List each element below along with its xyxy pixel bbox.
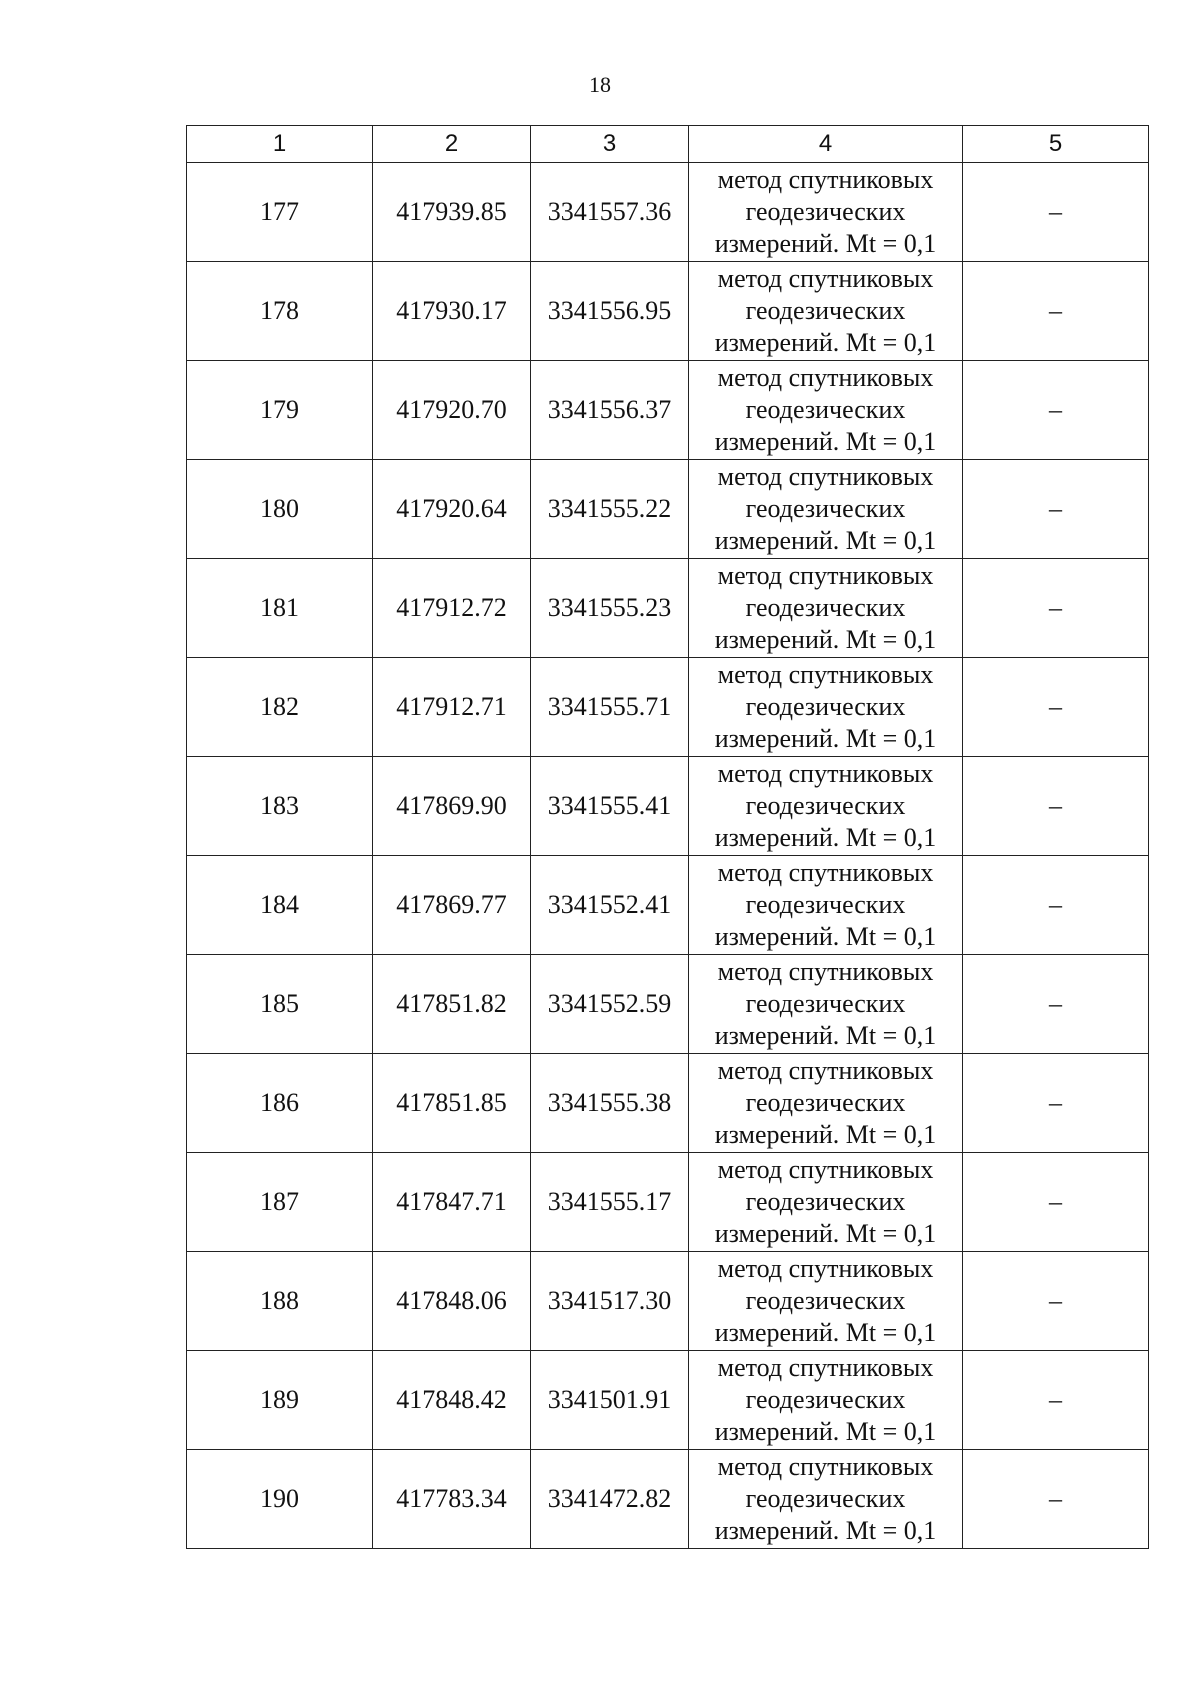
method-line: метод спутниковых [717,1254,934,1283]
table-row [187,559,1149,658]
table-row [187,1054,1149,1153]
method-line: геодезических [745,1385,906,1414]
note-dash: – [963,559,1149,658]
note-dash: – [963,658,1149,757]
measurement-method [689,1450,963,1549]
method-line: геодезических [745,1484,906,1513]
column-header-4: 4 [689,126,963,163]
coordinate-x: 417851.85 [373,1054,531,1153]
point-number: 182 [187,658,373,757]
measurement-method [689,262,963,361]
coordinate-y: 3341517.30 [531,1252,689,1351]
coordinates-table [186,125,1149,1549]
point-number: 180 [187,460,373,559]
method-line: метод спутниковых [717,660,934,689]
table-row [187,856,1149,955]
method-line: геодезических [745,494,906,523]
point-number: 181 [187,559,373,658]
column-header-3: 3 [531,126,689,163]
method-line: метод спутниковых [717,1452,934,1481]
coordinate-y: 3341552.59 [531,955,689,1054]
table-row [187,1450,1149,1549]
method-line: измерений. Mt = 0,1 [714,526,937,555]
table-row [187,361,1149,460]
table-row [187,460,1149,559]
column-header-1: 1 [187,126,373,163]
measurement-method [689,559,963,658]
method-line: метод спутниковых [717,165,934,194]
coordinate-y: 3341555.38 [531,1054,689,1153]
note-dash: – [963,460,1149,559]
coordinate-y: 3341555.71 [531,658,689,757]
method-line: геодезических [745,395,906,424]
coordinate-x: 417912.71 [373,658,531,757]
coordinate-x: 417930.17 [373,262,531,361]
measurement-method [689,955,963,1054]
method-line: измерений. Mt = 0,1 [714,1318,937,1347]
note-dash: – [963,361,1149,460]
point-number: 186 [187,1054,373,1153]
note-dash: – [963,955,1149,1054]
method-line: измерений. Mt = 0,1 [714,922,937,951]
method-line: геодезических [745,197,906,226]
method-line: метод спутниковых [717,759,934,788]
table-header-row [187,126,1149,163]
table-row [187,1252,1149,1351]
table-row [187,262,1149,361]
measurement-method [689,757,963,856]
coordinate-x: 417869.90 [373,757,531,856]
method-line: геодезических [745,1286,906,1315]
table-row [187,658,1149,757]
coordinate-x: 417920.64 [373,460,531,559]
method-line: метод спутниковых [717,561,934,590]
coordinate-y: 3341557.36 [531,163,689,262]
point-number: 179 [187,361,373,460]
method-line: измерений. Mt = 0,1 [714,823,937,852]
note-dash: – [963,1054,1149,1153]
method-line: измерений. Mt = 0,1 [714,229,937,258]
measurement-method [689,163,963,262]
table-row [187,955,1149,1054]
method-line: метод спутниковых [717,363,934,392]
page-number: 18 [589,72,611,97]
measurement-method [689,1153,963,1252]
coordinate-x: 417920.70 [373,361,531,460]
column-header-2: 2 [373,126,531,163]
measurement-method [689,460,963,559]
coordinate-y: 3341555.22 [531,460,689,559]
measurement-method [689,1252,963,1351]
method-line: измерений. Mt = 0,1 [714,1120,937,1149]
coordinate-x: 417848.06 [373,1252,531,1351]
table-row [187,757,1149,856]
point-number: 188 [187,1252,373,1351]
coordinate-x: 417912.72 [373,559,531,658]
point-number: 189 [187,1351,373,1450]
note-dash: – [963,1450,1149,1549]
coordinate-y: 3341555.23 [531,559,689,658]
point-number: 183 [187,757,373,856]
method-line: геодезических [745,593,906,622]
method-line: измерений. Mt = 0,1 [714,625,937,654]
note-dash: – [963,1153,1149,1252]
coordinate-x: 417939.85 [373,163,531,262]
method-line: геодезических [745,1187,906,1216]
method-line: геодезических [745,1088,906,1117]
point-number: 187 [187,1153,373,1252]
method-line: метод спутниковых [717,957,934,986]
coordinate-y: 3341552.41 [531,856,689,955]
method-line: геодезических [745,890,906,919]
coordinate-x: 417848.42 [373,1351,531,1450]
table-row [187,1351,1149,1450]
table-row [187,163,1149,262]
method-line: метод спутниковых [717,264,934,293]
measurement-method [689,856,963,955]
method-line: измерений. Mt = 0,1 [714,1516,937,1545]
coordinate-y: 3341555.17 [531,1153,689,1252]
point-number: 177 [187,163,373,262]
coordinate-x: 417869.77 [373,856,531,955]
method-line: измерений. Mt = 0,1 [714,427,937,456]
coordinate-x: 417851.82 [373,955,531,1054]
method-line: метод спутниковых [717,858,934,887]
measurement-method [689,1351,963,1450]
coordinate-y: 3341555.41 [531,757,689,856]
point-number: 185 [187,955,373,1054]
measurement-method [689,1054,963,1153]
method-line: измерений. Mt = 0,1 [714,1021,937,1050]
point-number: 184 [187,856,373,955]
method-line: геодезических [745,989,906,1018]
coordinate-x: 417847.71 [373,1153,531,1252]
note-dash: – [963,1252,1149,1351]
column-header-5: 5 [963,126,1149,163]
measurement-method [689,361,963,460]
method-line: метод спутниковых [717,462,934,491]
method-line: метод спутниковых [717,1353,934,1382]
coordinate-y: 3341556.37 [531,361,689,460]
coordinate-y: 3341501.91 [531,1351,689,1450]
table-body [187,163,1149,1549]
point-number: 178 [187,262,373,361]
method-line: геодезических [745,791,906,820]
method-line: измерений. Mt = 0,1 [714,1219,937,1248]
measurement-method [689,658,963,757]
method-line: геодезических [745,296,906,325]
method-line: геодезических [745,692,906,721]
note-dash: – [963,163,1149,262]
method-line: измерений. Mt = 0,1 [714,1417,937,1446]
note-dash: – [963,856,1149,955]
method-line: измерений. Mt = 0,1 [714,328,937,357]
note-dash: – [963,757,1149,856]
point-number: 190 [187,1450,373,1549]
coordinate-y: 3341472.82 [531,1450,689,1549]
method-line: измерений. Mt = 0,1 [714,724,937,753]
note-dash: – [963,262,1149,361]
note-dash: – [963,1351,1149,1450]
method-line: метод спутниковых [717,1155,934,1184]
coordinate-x: 417783.34 [373,1450,531,1549]
method-line: метод спутниковых [717,1056,934,1085]
table-row [187,1153,1149,1252]
coordinate-y: 3341556.95 [531,262,689,361]
